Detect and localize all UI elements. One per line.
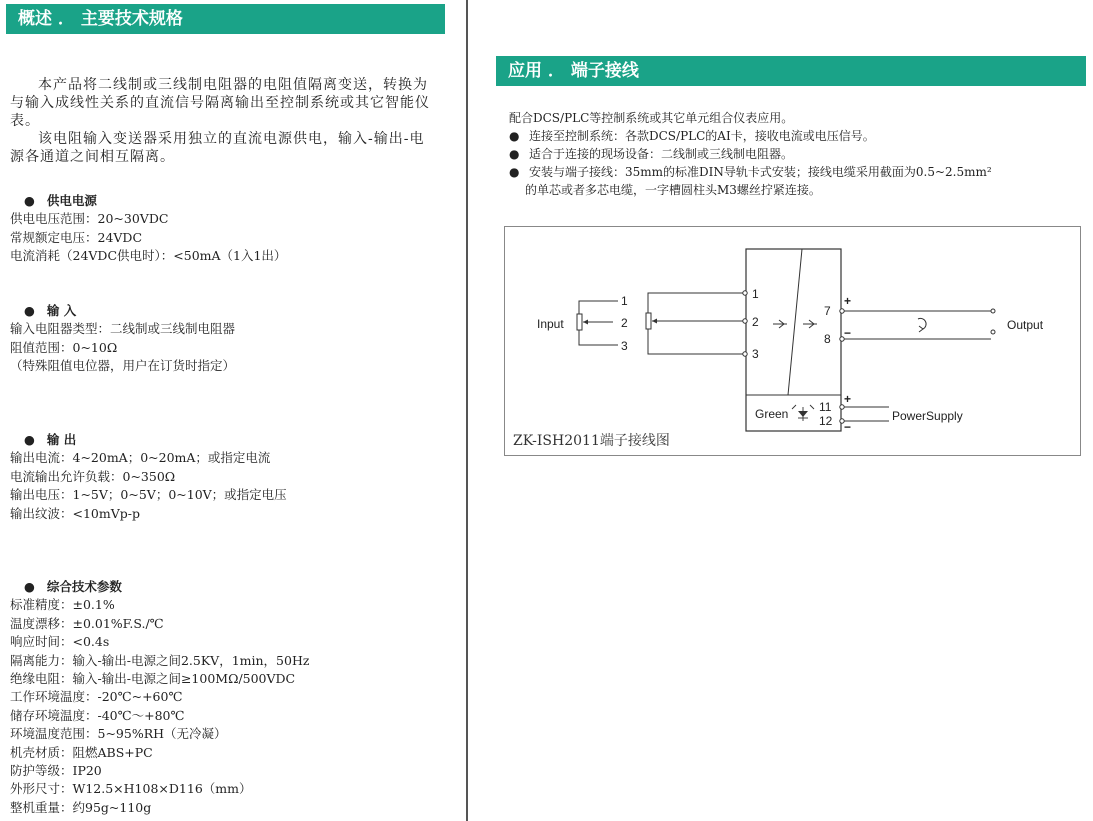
app-item: ● 安装与端子接线：35mm的标准DIN导轨卡式安装；接线电缆采用截面为0.5~2.5mm² <box>509 165 992 179</box>
wire <box>579 330 618 345</box>
section-heading: ● 供电电源 <box>24 192 450 210</box>
terminal-label: 7 <box>824 304 831 318</box>
spec-row: 电流消耗（24VDC供电时）：<50mA（1入1出） <box>10 248 287 264</box>
spec-row: 响应时间：<0.4s <box>10 634 110 650</box>
spec-row: 环境温度范围：5~95%RH（无冷凝） <box>10 726 227 742</box>
spec-row: 整机重量：约95g~110g <box>10 799 152 815</box>
spec-row: 输出电压：1~5V；0~5V；0~10V；或指定电压 <box>10 487 287 503</box>
section-heading: ● 输 入 <box>24 302 450 320</box>
spec-row: 外形尺寸：W12.5×H108×D116（mm） <box>10 781 252 797</box>
wiper-arrow-icon <box>652 319 657 324</box>
output-section <box>10 431 450 523</box>
column-divider <box>466 0 468 821</box>
app-item: ● 适合于连接的现场设备：二线制或三线制电阻器。 <box>509 147 794 161</box>
spec-row: 防护等级：IP20 <box>10 763 102 779</box>
terminal-dot <box>991 330 995 334</box>
terminal-label: 2 <box>621 316 628 330</box>
spec-row: 输入电阻器类型：二线制或三线制电阻器 <box>10 321 236 337</box>
application-text <box>509 109 1079 199</box>
wiring-diagram <box>504 226 1081 456</box>
wiper-arrow-icon <box>583 320 588 325</box>
terminal-dot <box>991 309 995 313</box>
terminal-label: 8 <box>824 332 831 346</box>
spec-row: 输出纹波：<10mVp-p <box>10 505 140 521</box>
spec-row: 阻值范围：0~10Ω <box>10 339 118 355</box>
terminal-dot <box>743 352 747 356</box>
wire <box>648 293 745 313</box>
bullet-icon: ● <box>24 432 35 447</box>
wire <box>579 301 618 314</box>
terminal-label: 2 <box>752 315 759 329</box>
sensing-resistor-icon <box>646 313 651 329</box>
bullet-icon: ● <box>24 193 35 208</box>
diagram-caption: ZK-ISH2011端子接线图 <box>513 433 670 449</box>
general-section <box>10 578 450 817</box>
input-label: Input <box>537 317 564 331</box>
bullet-icon: ● <box>509 147 520 161</box>
intro-paragraph: 本产品将二线制或三线制电阻器的电阻值隔离变送，转换为与输入成线性关系的直流信号隔离输出至控制系统或其它智能仪表。 <box>10 77 430 129</box>
spec-row: 输出电流：4~20mA；0~20mA；或指定电流 <box>10 450 271 466</box>
intro-paragraph: 该电阻输入变送器采用独立的直流电源供电，输入-输出-电源各通道之间相互隔离。 <box>10 131 425 165</box>
terminal-label: 12 <box>819 414 833 428</box>
wiring-diagram-svg <box>505 227 1082 457</box>
bullet-icon: ● <box>24 579 35 594</box>
wire <box>648 329 745 354</box>
app-item-continuation: 的单芯或者多芯电缆，一字槽圆柱头M3螺丝拧紧连接。 <box>525 183 821 197</box>
signal-arrow-icon <box>773 320 787 328</box>
minus-sign: − <box>844 326 852 340</box>
spec-row: 电流输出允许负载：0~350Ω <box>10 468 176 484</box>
current-loop-icon <box>918 318 926 332</box>
bullet-icon: ● <box>509 129 520 143</box>
terminal-dot <box>743 319 747 323</box>
plus-sign: + <box>844 294 852 308</box>
terminal-dot <box>840 309 844 313</box>
input-resistor-icon <box>577 314 582 330</box>
led-label: Green <box>755 407 789 421</box>
led-icon <box>792 405 814 421</box>
terminal-dot <box>743 291 747 295</box>
output-label: Output <box>1007 318 1044 332</box>
terminal-label: 3 <box>621 339 628 353</box>
power-section <box>10 192 450 266</box>
app-item: ● 连接至控制系统：各款DCS/PLC的AI卡，接收电流或电压信号。 <box>509 129 875 143</box>
left-section-title: 概述 ． 主要技术规格 <box>6 4 445 34</box>
terminal-label: 11 <box>819 400 832 414</box>
right-section-title: 应用 ． 端子接线 <box>496 56 1086 86</box>
spec-row: 机壳材质：阻燃ABS+PC <box>10 744 153 760</box>
intro-text <box>10 76 435 166</box>
spec-row: 隔离能力：输入-输出-电源之间2.5KV，1min，50Hz <box>10 652 310 668</box>
spec-row: 供电电压范围：20~30VDC <box>10 211 169 227</box>
power-supply-label: PowerSupply <box>892 409 963 423</box>
bullet-icon: ● <box>24 303 35 318</box>
terminal-label: 3 <box>752 347 759 361</box>
minus-sign: − <box>844 420 852 434</box>
terminal-label: 1 <box>621 294 628 308</box>
spec-row: 绝缘电阻：输入-输出-电源之间≥100MΩ/500VDC <box>10 671 296 687</box>
spec-row: 储存环境温度：-40℃～+80℃ <box>10 707 185 723</box>
terminal-label: 1 <box>752 287 759 301</box>
input-section <box>10 302 450 376</box>
spec-row: 常规额定电压：24VDC <box>10 229 143 245</box>
section-heading: ● 综合技术参数 <box>24 578 450 596</box>
app-lead: 配合DCS/PLC等控制系统或其它单元组合仪表应用。 <box>509 111 794 125</box>
signal-arrow-icon <box>803 320 817 328</box>
plus-sign: + <box>844 392 852 406</box>
bullet-icon: ● <box>509 165 520 179</box>
spec-row: 工作环境温度：-20℃~+60℃ <box>10 689 183 705</box>
isolation-barrier <box>788 249 802 395</box>
spec-row: （特殊阻值电位器，用户在订货时指定） <box>10 358 236 374</box>
spec-row: 标准精度：±0.1% <box>10 597 115 613</box>
section-heading: ● 输 出 <box>24 431 450 449</box>
spec-row: 温度漂移：±0.01%F.S./℃ <box>10 615 164 631</box>
